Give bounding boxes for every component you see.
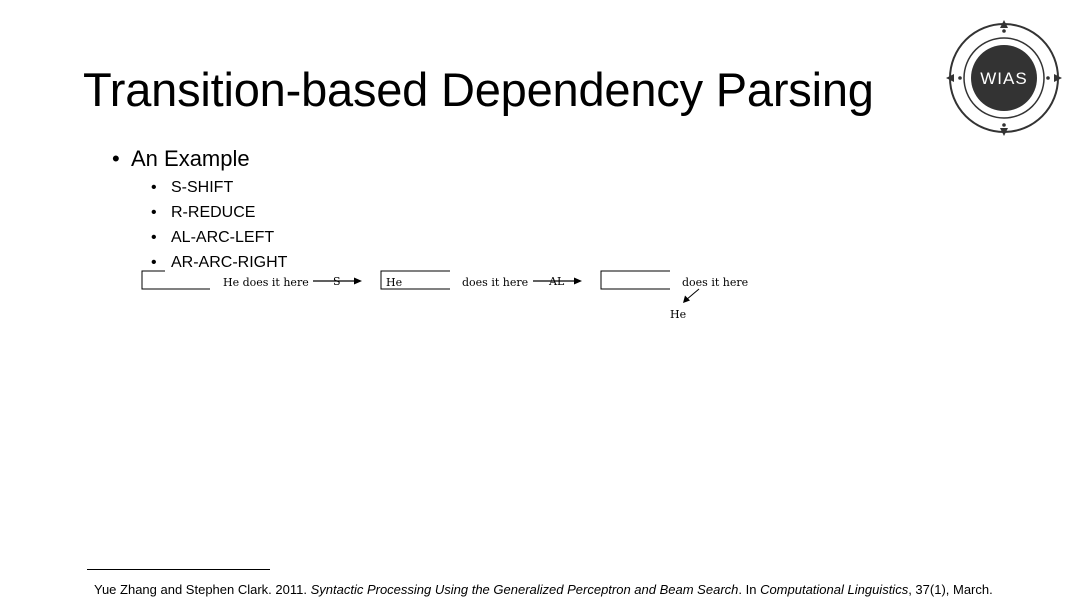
state2-stack-box [381,271,450,289]
action1-label: S [333,275,341,288]
logo-center-text: WIAS [980,69,1028,88]
footnote-divider [87,569,270,570]
main-bullet: • An Example [112,146,250,171]
dependency-arc-arrow [683,289,699,303]
footnote-citation: Yue Zhang and Stephen Clark. 2011. Syntactic Processing Using the Generalized Perceptron and Beam Search. In Computational Linguistics, 37(1), March. [94,582,993,597]
shift-arrow [313,278,362,285]
sub-bullet-item: • AR-ARC-RIGHT [151,254,288,271]
state3-queue-text: does it here [682,276,749,289]
state2-stack-text: He [386,276,403,289]
slide-title: Transition-based Dependency Parsing [83,63,874,116]
main-bullet-label: An Example [131,146,250,171]
state3-stack-box [601,271,670,289]
sub-bullet-item: • AL-ARC-LEFT [151,229,275,246]
sub-bullet-item: • S-SHIFT [151,179,234,196]
state1-queue-text: He does it here [223,276,309,289]
wias-seal-logo [946,20,1062,136]
action2-label: AL [549,275,565,288]
arc-left-arrow [533,278,582,285]
state2-queue-text: does it here [462,276,529,289]
state3-child-text: He [670,308,687,321]
sub-bullet-list [151,178,287,278]
sub-bullet-item: • R-REDUCE [151,204,256,221]
